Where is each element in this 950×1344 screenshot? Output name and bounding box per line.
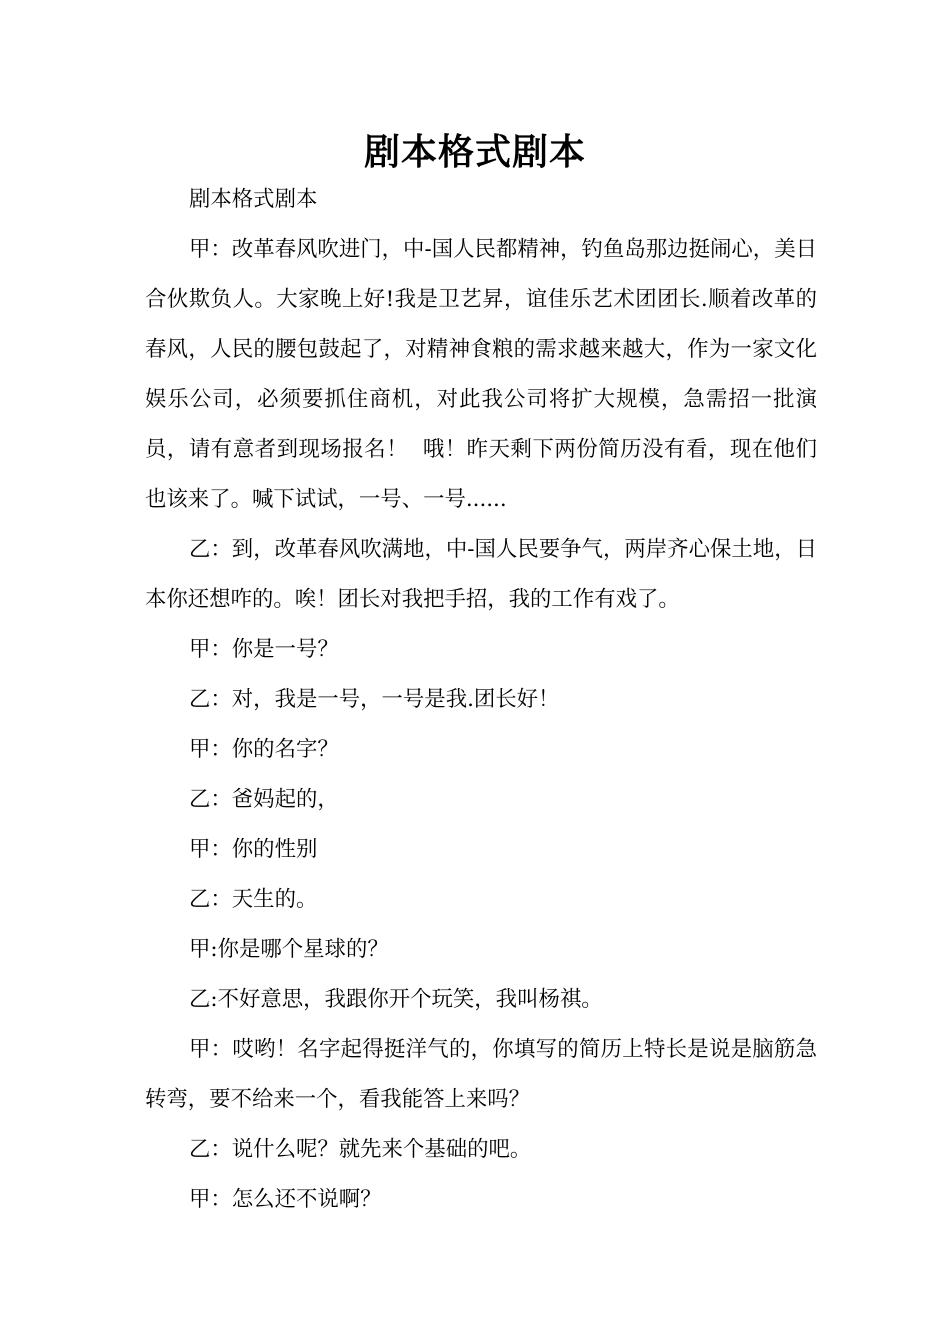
dialogue-line: 甲:你是哪个星球的？ [189,937,389,962]
paragraph-jia-opening: 甲：改革春风吹进门，中-国人民都精神，钓鱼岛那边挺闹心，美日合伙欺负人。大家晚上好!我是卫艺昇，谊佳乐艺术团团长.顺着改革的春风，人民的腰包鼓起了，对精神食粮的需求越来越大，作为一家文化娱乐公司，必须要抓住商机，对此我公司将扩大规模，急需招一批演员，请有意者到现场报名！ 哦！昨天剩下两份简历没有看，现在他们也该来了。喊下试试，一号、一号...... [145,237,817,512]
document-title: 剧本格式剧本 [363,132,586,173]
dialogue-line: 乙:不好意思，我跟你开个玩笑，我叫杨祺。 [189,987,603,1012]
dialogue-line: 乙：对，我是一号，一号是我.团长好！ [189,687,560,712]
dialogue-line: 甲：哎哟！名字起得挺洋气的，你填写的简历上特长是说是脑筋急转弯，要不给来一个，看我能答上来吗？ [145,1037,817,1112]
dialogue-line: 甲：你的性别 [189,837,318,862]
paragraph-yi-arrival: 乙：到，改革春风吹满地，中-国人民要争气，两岸齐心保土地，日本你还想咋的。唉！团长对我把手招，我的工作有戏了。 [145,537,817,612]
paragraph-subtitle: 剧本格式剧本 [189,187,318,212]
dialogue-line: 乙：爸妈起的， [189,787,339,812]
dialogue-line: 甲：你是一号？ [189,637,339,662]
document-body [145,175,817,1225]
dialogue-line: 甲：你的名字？ [189,737,339,762]
dialogue-line: 乙：说什么呢？就先来个基础的吧。 [189,1137,532,1162]
dialogue-line: 乙：天生的。 [189,887,318,912]
dialogue-line: 甲：怎么还不说啊？ [189,1187,382,1212]
